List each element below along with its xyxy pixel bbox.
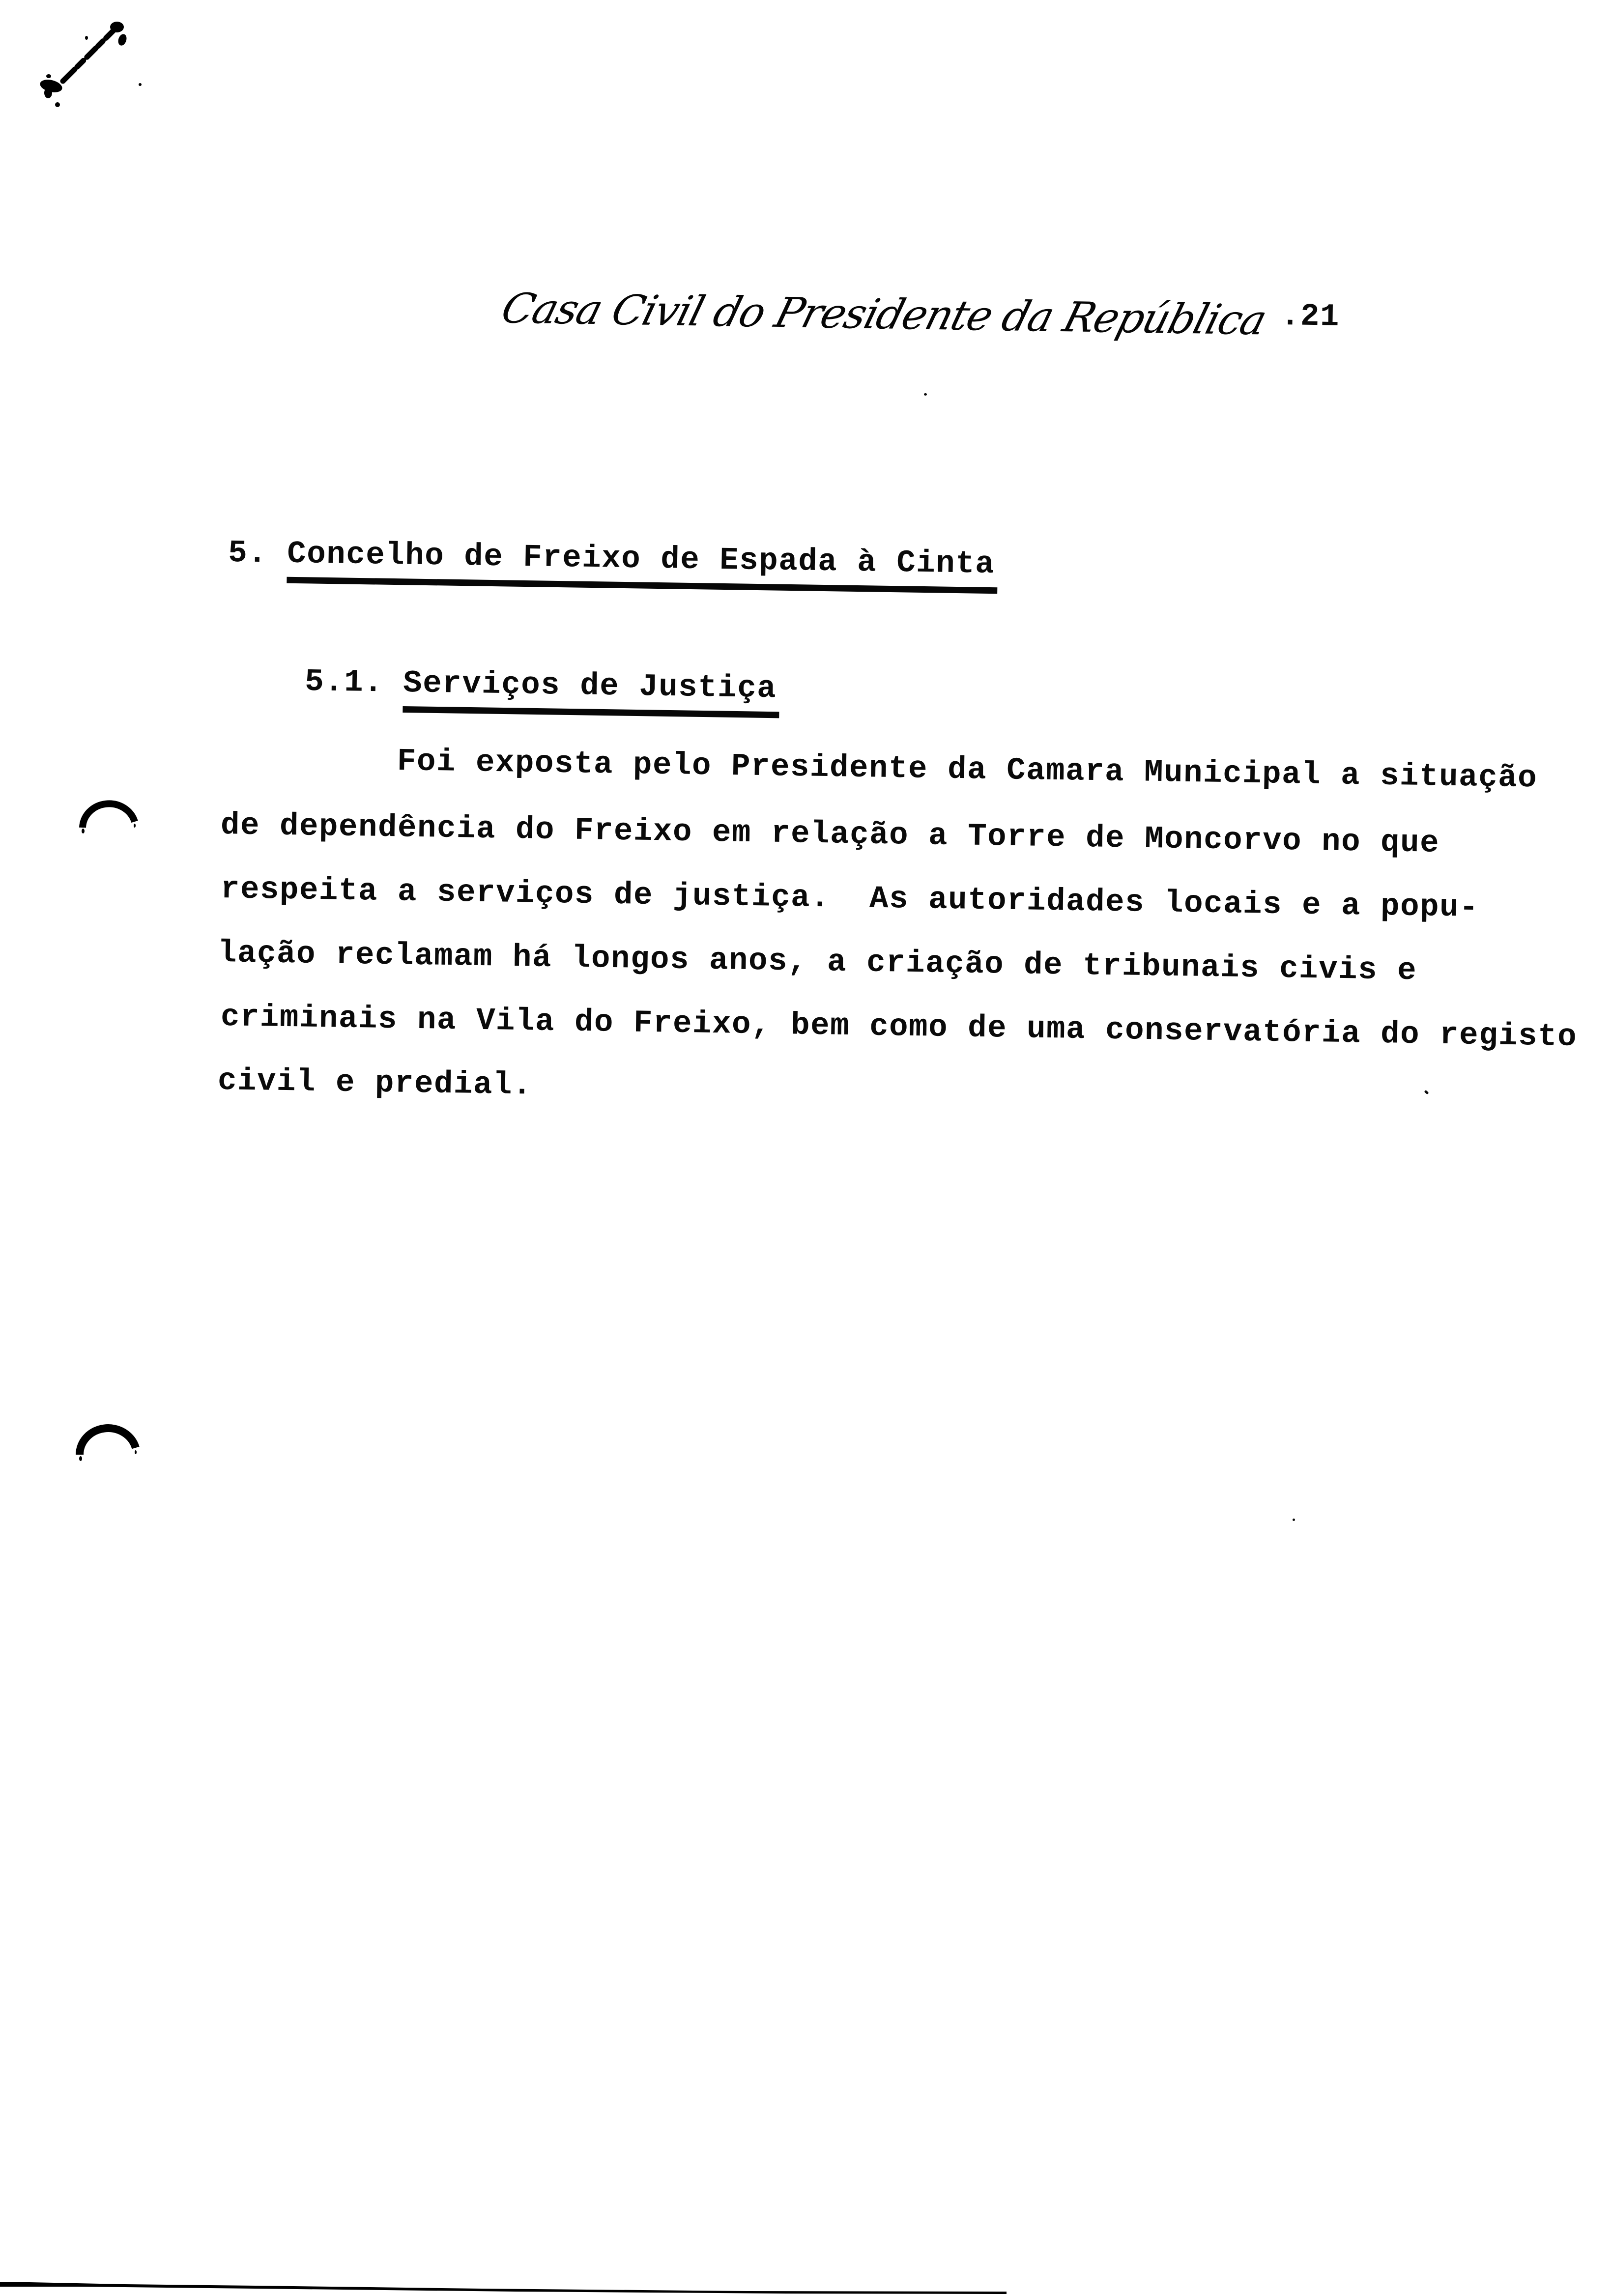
body-line: civil e predial. xyxy=(217,1063,533,1104)
scan-speck xyxy=(1424,1090,1429,1095)
section-heading xyxy=(228,538,998,594)
letterhead-script: Casa Civil do Presidente da República xyxy=(496,284,1271,344)
body-line: de dependência do Freixo em relação a Torre de Moncorvo no que xyxy=(220,808,1440,861)
scan-speck xyxy=(924,393,927,396)
punch-hole-mark xyxy=(75,1416,144,1463)
subsection-heading xyxy=(304,666,779,718)
section-number: 5. xyxy=(228,536,268,572)
scan-speck xyxy=(1293,1519,1295,1521)
punch-hole-mark xyxy=(78,792,142,836)
scan-edge-artifact xyxy=(0,2277,1032,2296)
body-line: lação reclamam há longos anos, a criação de tribunais civis e xyxy=(217,936,1417,989)
section-title: Concelho de Freixo de Espada à Cinta xyxy=(287,539,998,594)
pen-stroke-mark xyxy=(20,12,147,111)
subsection-number: 5.1. xyxy=(304,664,384,701)
body-line: criminais na Vila do Freixo, bem como de uma conservatória do registo xyxy=(220,1000,1578,1055)
body-line: Foi exposta pelo Presidente da Camara Municipal a situação xyxy=(397,744,1538,797)
page-number: .21 xyxy=(1280,299,1340,335)
body-line: respeita a serviços de justiça. As autoridades locais e a popu- xyxy=(220,872,1479,926)
subsection-title: Serviços de Justiça xyxy=(403,668,779,718)
